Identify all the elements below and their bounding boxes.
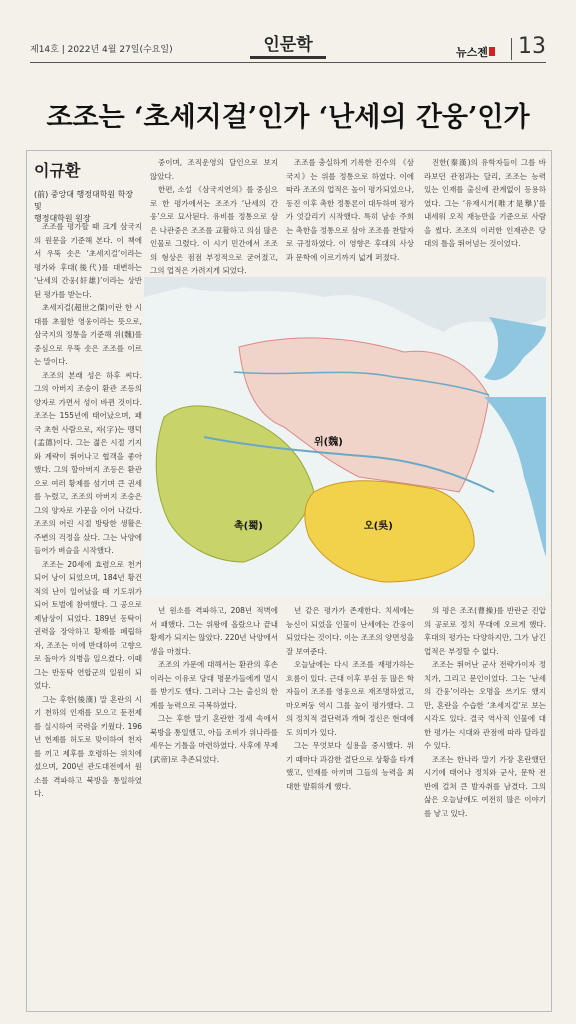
article-column-3-bottom bbox=[286, 604, 414, 1004]
paragraph: 그는 후한 말기 혼란한 정세 속에서 북방을 통일했고, 아들 조비가 위나라를 세우는 기틀을 마련하였다. 사후에 무제(武帝)로 추존되었다. bbox=[150, 714, 278, 764]
article-column-3-top bbox=[286, 156, 414, 274]
paragraph: 의 평은 조조(曹操)를 반란군 진압의 공로로 정치 무대에 오르게 했다. 후대의 평가는 다양하지만, 그가 남긴 업적은 부정할 수 없다. bbox=[424, 606, 546, 656]
paragraph: 그는 후한(後漢) 말 혼란의 시기 천하의 인재를 모으고 둔전제를 실시하여 국력을 키웠다. 196년 헌제를 허도로 맞이하여 천자를 끼고 제후를 호령하는 위치에 섰으며, 200년 관도대전에서 원소를 격파하고 북방을 통일하였다. bbox=[34, 694, 142, 798]
paragraph: 초세지걸(超世之傑)이란 한 시대를 초월한 영웅이라는 뜻으로, 삼국지의 정통을 기준해 위(魏)를 중심으로 우뚝 솟은 조조를 이르는 말이다. bbox=[34, 303, 142, 366]
paragraph: 년 같은 평가가 존재한다. 치세에는 능신이 되었을 인물이 난세에는 간웅이 되었다는 것이다. 이는 조조의 양면성을 잘 보여준다. bbox=[286, 606, 414, 656]
article-headline: 조조는 ‘초세지걸’인가 ‘난세의 간웅’인가 bbox=[46, 102, 530, 133]
paragraph: 조조는 한나라 말기 가장 혼란했던 시기에 태어나 정치와 군사, 문학 전반에 걸쳐 큰 발자취를 남겼다. 그의 삶은 오늘날에도 여전히 많은 이야기를 낳고 있다. bbox=[424, 754, 546, 818]
article-column-4-bottom bbox=[424, 604, 546, 1004]
paragraph: 중이며, 조직운영의 달인으로 보지 않았다. bbox=[150, 158, 278, 181]
paragraph: 조조를 충실하게 기록한 진수의 《삼국지》는 위를 정통으로 하였다. 이에 따라 조조의 업적은 높이 평가되었으나, 동진 이후 촉한 정통론이 대두하며 평가가 엇갈리기 시작했다. 특히 남송 주희는 촉한을 정통으로 삼아 조조를 찬탈자로 규정하였다. 이 영향은 후대의 사상과 문학에 이르기까지 넓게 퍼졌다. bbox=[286, 158, 414, 262]
author-affiliation-1: (前) 중앙대 행정대학원 학장 및 bbox=[34, 190, 134, 211]
map-label-shu: 촉(蜀) bbox=[234, 521, 263, 532]
article-column-4-top bbox=[424, 156, 546, 274]
section-underline bbox=[250, 56, 326, 59]
paragraph: 조조의 본래 성은 하후 씨다. 그의 아버지 조숭이 환관 조등의 양자로 가면서 성이 바뀐 것이다. 조조는 155년에 태어났으며, 패국 초현 사람으로, 자(字)는 맹덕(孟德)이다. 그는 젊은 시절 기지와 계략이 뛰어나고 협객을 좋아했다. 그의 할아버지 조등은 환관으로 여러 황제를 섬기며 큰 권세를 누렸고, 조조의 아버지 조숭은 그의 양자로 가문을 이어 나갔다. 조조의 어린 시절 방탕한 생활은 주변의 걱정을 샀다. 그는 낙양에 들어가 벼슬을 시작했다. bbox=[34, 370, 142, 555]
article-column-2-bottom bbox=[150, 604, 278, 1004]
page-number: 13 bbox=[518, 34, 546, 59]
page-number-divider bbox=[511, 38, 512, 60]
paragraph: 조조는 뛰어난 군사 전략가이자 정치가, 그리고 문인이었다. 그는 ‘난세의 간웅’이라는 오명을 쓰기도 했지만, 혼란을 수습한 ‘초세지걸’로 보는 시각도 있다. 결국 역사적 인물에 대한 평가는 시대와 관점에 따라 달라질 수 있다. bbox=[424, 660, 546, 750]
paragraph: 그는 무엇보다 실용을 중시했다. 위기 때마다 과감한 결단으로 상황을 타개했고, 인재를 아끼며 그들의 능력을 최대한 발휘하게 했다. bbox=[286, 741, 414, 791]
article-column-1 bbox=[34, 220, 142, 1000]
author-name: 이규환 bbox=[34, 161, 81, 180]
paragraph: 조조를 평가할 때 크게 삼국지의 원문을 기준해 본다. 이 책에서 우뚝 솟은 ‘초세지걸’이라는 평가와 후대(後代)를 대변하는 ‘난세의 간웅(奸雄)’이라는 상반된 평가를 받는다. bbox=[34, 222, 142, 299]
paragraph: 조조는 20세에 효렴으로 천거되어 낭이 되었으며, 184년 황건적의 난이 일어났을 때 기도위가 되어 토벌에 참여했다. 그 공으로 제남상이 되었다. 189년 동탁이 권력을 장악하고 황제를 폐립하자, 조조는 이에 반대하여 고향으로 돌아가 의병을 일으켰다. 이때 그는 반동탁 연합군의 일원이 되었다. bbox=[34, 559, 142, 690]
article-column-2-top bbox=[150, 156, 278, 274]
paragraph: 한편, 소설 《삼국지연의》를 중심으로 한 평가에서는 조조가 ‘난세의 간웅’으로 묘사된다. 유비를 정통으로 삼은 나관중은 조조를 교활하고 의심 많은 인물로 그렸다. 이 시기 민간에서 조조의 형상은 점점 부정적으로 굳어졌고, 그의 업적은 가려지게 되었다. bbox=[150, 185, 278, 275]
page-header bbox=[0, 0, 576, 62]
header-rule bbox=[30, 62, 546, 63]
author-affiliation-2: 행정대학원 원장 bbox=[34, 214, 91, 223]
newspaper-logo bbox=[456, 44, 495, 60]
section-title: 인문학 bbox=[263, 35, 313, 55]
paragraph: 조조의 가문에 대해서는 환관의 후손이라는 이유로 당대 명문가들에게 멸시를 받기도 했다. 그러나 그는 출신의 한계를 능력으로 극복하였다. bbox=[150, 660, 278, 710]
paragraph: 년 원소를 격파하고, 208년 적벽에서 패했다. 그는 위왕에 올랐으나 끝내 황제가 되지는 않았다. 220년 낙양에서 생을 마쳤다. bbox=[150, 606, 278, 656]
map-label-wei: 위(魏) bbox=[314, 437, 343, 448]
issue-info: 제14호 | 2022년 4월 27일(수요일) bbox=[30, 45, 173, 55]
map-graphic bbox=[144, 277, 546, 596]
paragraph: 오늘날에는 다시 조조를 재평가하는 흐름이 있다. 근대 이후 루쉰 등 많은 학자들이 조조를 영웅으로 재조명하였고, 마오쩌둥 역시 그를 높이 평가했다. 그의 정치적 결단력과 개혁 정신은 현대에도 의미가 있다. bbox=[286, 660, 414, 737]
map-label-wu: 오(吳) bbox=[364, 521, 393, 532]
paragraph: 진한(秦漢)의 유학자들이 그를 바라보던 관점과는 달리, 조조는 능력 있는 인재를 출신에 관계없이 등용하였다. 그는 ‘유재시거(唯才是擧)’를 내세워 오직 재능만을 기준으로 사람을 썼다. 조조의 이러한 인재관은 당대의 틀을 뛰어넘는 것이었다. bbox=[424, 158, 546, 248]
three-kingdoms-map bbox=[144, 277, 546, 596]
logo-mark-icon bbox=[489, 47, 495, 56]
author-block bbox=[34, 158, 134, 225]
logo-text: 뉴스젠 bbox=[456, 46, 488, 59]
